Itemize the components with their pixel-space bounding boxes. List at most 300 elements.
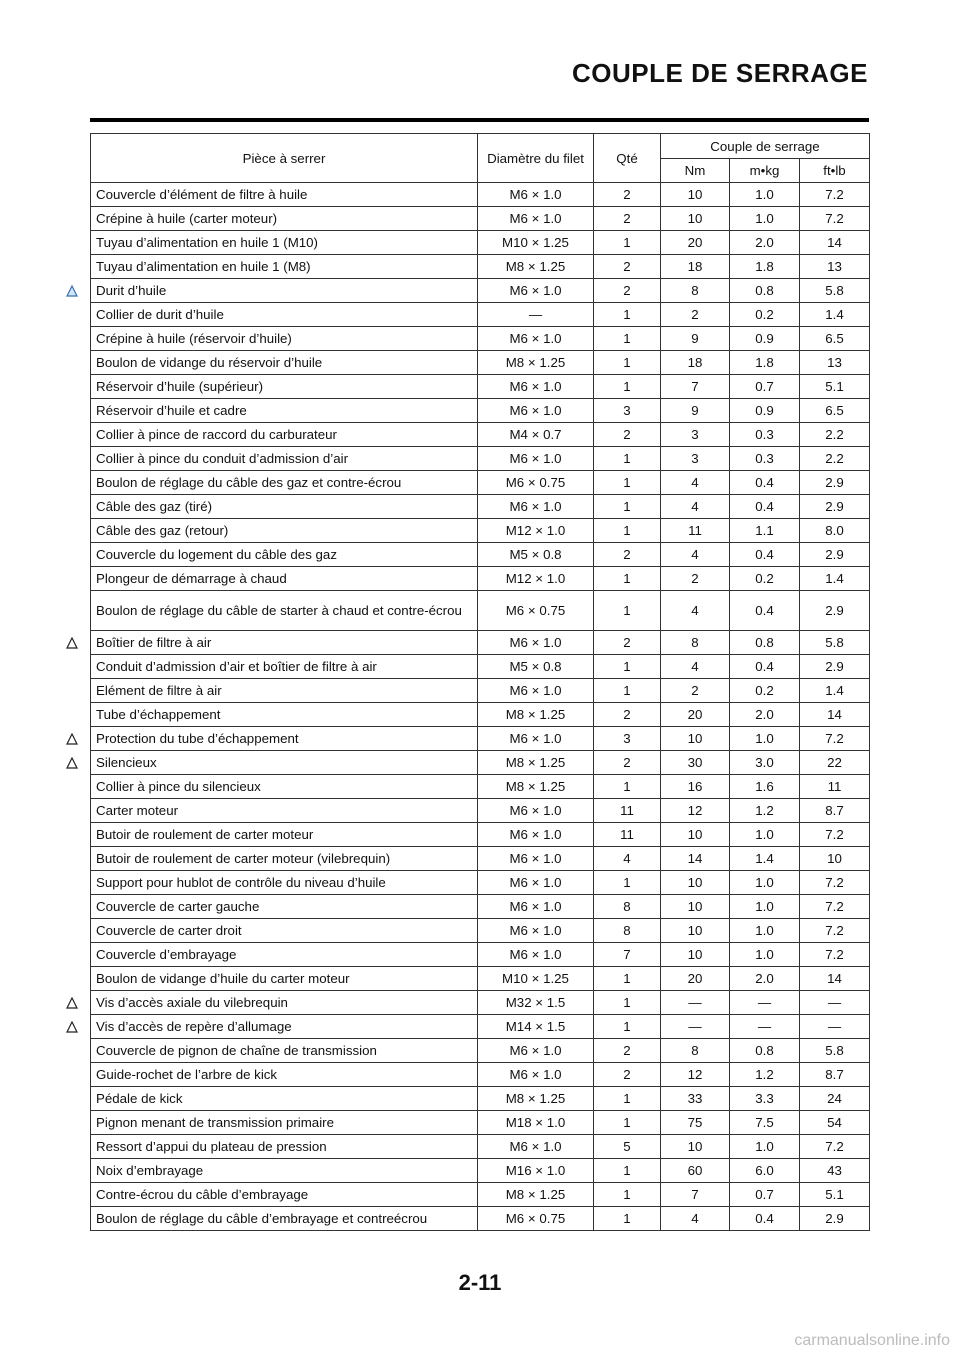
cell-part: Contre-écrou du câble d’embrayage [91,1183,478,1207]
cell-nm: 10 [661,183,730,207]
cell-mkg: 0.4 [730,543,800,567]
table-row [91,231,870,255]
cell-ftlb: 14 [800,231,870,255]
cell-nm: 18 [661,351,730,375]
warning-triangle-icon [66,1021,78,1033]
cell-thread: M8 × 1.25 [478,703,594,727]
cell-nm: 9 [661,399,730,423]
cell-mkg: 0.4 [730,495,800,519]
cell-thread: M6 × 1.0 [478,631,594,655]
cell-ftlb: 5.8 [800,279,870,303]
cell-ftlb: 2.9 [800,543,870,567]
cell-ftlb: 8.0 [800,519,870,543]
cell-ftlb: 2.2 [800,447,870,471]
cell-thread: M6 × 1.0 [478,1135,594,1159]
cell-part: Couvercle de pignon de chaîne de transmission [91,1039,478,1063]
table-row [91,871,870,895]
cell-nm: 3 [661,447,730,471]
cell-qty: 1 [594,679,661,703]
cell-mkg: 0.4 [730,591,800,631]
cell-mkg: 7.5 [730,1111,800,1135]
table-row [91,567,870,591]
cell-mkg: 1.1 [730,519,800,543]
cell-nm: 12 [661,1063,730,1087]
cell-ftlb: 7.2 [800,895,870,919]
table-row [91,799,870,823]
cell-ftlb: 8.7 [800,1063,870,1087]
cell-thread: M6 × 1.0 [478,895,594,919]
cell-qty: 1 [594,1087,661,1111]
table-row [91,471,870,495]
cell-nm: 60 [661,1159,730,1183]
cell-thread: M6 × 0.75 [478,1207,594,1231]
cell-thread: M12 × 1.0 [478,519,594,543]
table-row [91,631,870,655]
cell-mkg: 0.4 [730,1207,800,1231]
cell-mkg: 0.2 [730,303,800,327]
cell-part: Ressort d’appui du plateau de pression [91,1135,478,1159]
cell-qty: 1 [594,303,661,327]
warning-triangle-icon [66,997,78,1009]
cell-mkg: 0.7 [730,1183,800,1207]
cell-part: Tube d’échappement [91,703,478,727]
cell-ftlb: 7.2 [800,871,870,895]
cell-qty: 1 [594,231,661,255]
cell-thread: M32 × 1.5 [478,991,594,1015]
cell-part: Crépine à huile (carter moteur) [91,207,478,231]
cell-qty: 2 [594,183,661,207]
cell-mkg: 3.3 [730,1087,800,1111]
cell-nm: 14 [661,847,730,871]
cell-thread: M10 × 1.25 [478,231,594,255]
cell-mkg: 1.0 [730,823,800,847]
warning-triangle-icon [66,733,78,745]
cell-ftlb: 54 [800,1111,870,1135]
table-row [91,399,870,423]
table-row [91,495,870,519]
cell-mkg: 1.2 [730,799,800,823]
cell-nm: 4 [661,655,730,679]
cell-nm: 3 [661,423,730,447]
cell-ftlb: — [800,991,870,1015]
cell-mkg: 0.8 [730,1039,800,1063]
cell-part: Crépine à huile (réservoir d’huile) [91,327,478,351]
cell-mkg: 1.6 [730,775,800,799]
table-row [91,519,870,543]
cell-thread: M16 × 1.0 [478,1159,594,1183]
cell-nm: 30 [661,751,730,775]
cell-qty: 1 [594,471,661,495]
cell-nm: 4 [661,543,730,567]
cell-mkg: 1.0 [730,895,800,919]
cell-mkg: 3.0 [730,751,800,775]
cell-thread: M10 × 1.25 [478,967,594,991]
cell-part: Collier de durit d’huile [91,303,478,327]
cell-thread: M6 × 1.0 [478,871,594,895]
cell-qty: 1 [594,519,661,543]
cell-thread: M8 × 1.25 [478,351,594,375]
cell-mkg: 0.8 [730,631,800,655]
table-row [91,1039,870,1063]
warning-triangle-icon [66,285,78,297]
cell-nm: 10 [661,1135,730,1159]
cell-nm: 10 [661,727,730,751]
title-rule [90,118,869,122]
cell-part: Réservoir d’huile (supérieur) [91,375,478,399]
cell-thread: M12 × 1.0 [478,567,594,591]
cell-ftlb: 2.9 [800,495,870,519]
table-row [91,1111,870,1135]
header-part: Pièce à serrer [91,134,478,183]
cell-ftlb: 10 [800,847,870,871]
cell-part: Tuyau d’alimentation en huile 1 (M10) [91,231,478,255]
table-row [91,895,870,919]
header-qty: Qté [594,134,661,183]
cell-mkg: — [730,991,800,1015]
cell-qty: 11 [594,823,661,847]
cell-thread: M6 × 0.75 [478,591,594,631]
cell-part: Boulon de réglage du câble d’embrayage et contreécrou [91,1207,478,1231]
cell-qty: 1 [594,967,661,991]
cell-qty: 4 [594,847,661,871]
cell-part: Boulon de vidange d’huile du carter moteur [91,967,478,991]
table-row [91,1087,870,1111]
cell-qty: 1 [594,1207,661,1231]
table-row [91,591,870,631]
cell-qty: 1 [594,375,661,399]
cell-mkg: 0.3 [730,423,800,447]
table-row [91,183,870,207]
page-number: 2-11 [458,1270,502,1295]
cell-mkg: 1.8 [730,255,800,279]
table-row [91,943,870,967]
cell-nm: 20 [661,231,730,255]
cell-ftlb: 5.1 [800,1183,870,1207]
table-row [91,775,870,799]
cell-nm: 9 [661,327,730,351]
cell-ftlb: 7.2 [800,943,870,967]
cell-part: Boulon de réglage du câble des gaz et contre-écrou [91,471,478,495]
cell-mkg: 0.4 [730,655,800,679]
cell-ftlb: 14 [800,703,870,727]
cell-thread: M6 × 1.0 [478,847,594,871]
cell-thread: M5 × 0.8 [478,655,594,679]
cell-qty: 2 [594,703,661,727]
table-row [91,991,870,1015]
table-row [91,351,870,375]
cell-ftlb: 13 [800,255,870,279]
cell-thread: M8 × 1.25 [478,1087,594,1111]
cell-nm: 4 [661,471,730,495]
table-row [91,327,870,351]
cell-ftlb: 14 [800,967,870,991]
cell-mkg: 2.0 [730,231,800,255]
cell-part: Couvercle d’embrayage [91,943,478,967]
cell-thread: M6 × 1.0 [478,1063,594,1087]
cell-part: Conduit d’admission d’air et boîtier de filtre à air [91,655,478,679]
cell-qty: 8 [594,895,661,919]
cell-part: Butoir de roulement de carter moteur (vilebrequin) [91,847,478,871]
cell-nm: 12 [661,799,730,823]
cell-part: Collier à pince du conduit d’admission d’air [91,447,478,471]
table-row [91,1015,870,1039]
cell-mkg: 0.3 [730,447,800,471]
table-row [91,255,870,279]
cell-mkg: 1.8 [730,351,800,375]
header-ftlb: ft•lb [800,159,870,183]
cell-qty: 1 [594,495,661,519]
cell-nm: 10 [661,823,730,847]
cell-qty: 1 [594,327,661,351]
cell-thread: M6 × 1.0 [478,495,594,519]
cell-part: Protection du tube d’échappement [91,727,478,751]
cell-part: Réservoir d’huile et cadre [91,399,478,423]
cell-ftlb: 11 [800,775,870,799]
cell-nm: 8 [661,1039,730,1063]
cell-thread: M6 × 1.0 [478,375,594,399]
table-row [91,447,870,471]
warning-triangle-icon [66,637,78,649]
cell-ftlb: 7.2 [800,1135,870,1159]
cell-thread: M6 × 1.0 [478,207,594,231]
cell-part: Couvercle d’élément de filtre à huile [91,183,478,207]
cell-mkg: 1.2 [730,1063,800,1087]
cell-thread: M8 × 1.25 [478,1183,594,1207]
cell-part: Durit d’huile [91,279,478,303]
cell-part: Guide-rochet de l’arbre de kick [91,1063,478,1087]
cell-nm: 11 [661,519,730,543]
cell-part: Boulon de vidange du réservoir d’huile [91,351,478,375]
table-row [91,207,870,231]
cell-ftlb: 5.8 [800,1039,870,1063]
table-row [91,751,870,775]
cell-mkg: 1.0 [730,943,800,967]
cell-part: Butoir de roulement de carter moteur [91,823,478,847]
cell-qty: 1 [594,775,661,799]
cell-ftlb: 2.9 [800,591,870,631]
cell-thread: M6 × 1.0 [478,327,594,351]
cell-nm: — [661,991,730,1015]
cell-thread: M4 × 0.7 [478,423,594,447]
cell-part: Pignon menant de transmission primaire [91,1111,478,1135]
cell-thread: M6 × 0.75 [478,471,594,495]
cell-thread: M6 × 1.0 [478,1039,594,1063]
table-row [91,279,870,303]
table-row [91,967,870,991]
cell-qty: 1 [594,871,661,895]
page-title: COUPLE DE SERRAGE [572,58,868,88]
cell-part: Vis d’accès de repère d’allumage [91,1015,478,1039]
cell-part: Boulon de réglage du câble de starter à chaud et contre-écrou [91,591,478,631]
cell-qty: 1 [594,447,661,471]
cell-qty: 1 [594,655,661,679]
cell-mkg: 1.0 [730,1135,800,1159]
cell-part: Pédale de kick [91,1087,478,1111]
cell-qty: 2 [594,1063,661,1087]
cell-mkg: 0.8 [730,279,800,303]
header-thread: Diamètre du filet [478,134,594,183]
cell-qty: 1 [594,1015,661,1039]
cell-mkg: 2.0 [730,703,800,727]
watermark: carmanualsonline.info [794,1332,950,1349]
cell-part: Elément de filtre à air [91,679,478,703]
cell-nm: 8 [661,279,730,303]
cell-part: Collier à pince du silencieux [91,775,478,799]
cell-ftlb: 6.5 [800,399,870,423]
cell-nm: 20 [661,703,730,727]
cell-ftlb: 6.5 [800,327,870,351]
cell-nm: 4 [661,1207,730,1231]
cell-qty: 2 [594,423,661,447]
cell-thread: M6 × 1.0 [478,679,594,703]
table-row [91,423,870,447]
cell-qty: 1 [594,567,661,591]
cell-nm: 10 [661,871,730,895]
cell-thread: M14 × 1.5 [478,1015,594,1039]
cell-nm: 2 [661,303,730,327]
cell-mkg: 0.4 [730,471,800,495]
cell-ftlb: 7.2 [800,823,870,847]
cell-qty: 2 [594,543,661,567]
cell-thread: M8 × 1.25 [478,255,594,279]
cell-thread: M5 × 0.8 [478,543,594,567]
table-row [91,375,870,399]
cell-ftlb: 24 [800,1087,870,1111]
cell-qty: 7 [594,943,661,967]
cell-nm: — [661,1015,730,1039]
cell-mkg: 0.2 [730,679,800,703]
warning-triangle-icon [66,757,78,769]
cell-qty: 3 [594,727,661,751]
cell-nm: 10 [661,895,730,919]
cell-mkg: 0.9 [730,327,800,351]
cell-ftlb: 1.4 [800,567,870,591]
cell-qty: 2 [594,207,661,231]
cell-part: Vis d’accès axiale du vilebrequin [91,991,478,1015]
cell-mkg: 1.0 [730,183,800,207]
cell-nm: 8 [661,631,730,655]
cell-part: Couvercle du logement du câble des gaz [91,543,478,567]
header-mkg: m•kg [730,159,800,183]
table-row [91,823,870,847]
cell-ftlb: 43 [800,1159,870,1183]
cell-ftlb: 2.9 [800,1207,870,1231]
cell-ftlb: 2.9 [800,655,870,679]
cell-mkg: 1.0 [730,727,800,751]
cell-nm: 18 [661,255,730,279]
cell-qty: 1 [594,1159,661,1183]
cell-qty: 2 [594,631,661,655]
cell-qty: 11 [594,799,661,823]
cell-ftlb: 7.2 [800,727,870,751]
cell-thread: M6 × 1.0 [478,447,594,471]
cell-ftlb: 7.2 [800,207,870,231]
cell-qty: 1 [594,1111,661,1135]
cell-part: Noix d’embrayage [91,1159,478,1183]
cell-ftlb: — [800,1015,870,1039]
cell-part: Boîtier de filtre à air [91,631,478,655]
cell-nm: 20 [661,967,730,991]
cell-qty: 8 [594,919,661,943]
cell-part: Couvercle de carter gauche [91,895,478,919]
cell-thread: M6 × 1.0 [478,279,594,303]
cell-nm: 4 [661,495,730,519]
cell-nm: 33 [661,1087,730,1111]
cell-qty: 3 [594,399,661,423]
table-row [91,1207,870,1231]
cell-part: Câble des gaz (retour) [91,519,478,543]
cell-ftlb: 5.1 [800,375,870,399]
torque-table [90,133,870,1231]
cell-nm: 2 [661,567,730,591]
table-row [91,919,870,943]
cell-thread: M6 × 1.0 [478,727,594,751]
cell-thread: — [478,303,594,327]
cell-mkg: 0.9 [730,399,800,423]
cell-ftlb: 22 [800,751,870,775]
header-nm: Nm [661,159,730,183]
cell-thread: M8 × 1.25 [478,751,594,775]
table-row [91,655,870,679]
cell-mkg: 1.0 [730,919,800,943]
cell-qty: 1 [594,1183,661,1207]
cell-thread: M6 × 1.0 [478,799,594,823]
cell-mkg: 2.0 [730,967,800,991]
cell-nm: 4 [661,591,730,631]
cell-part: Couvercle de carter droit [91,919,478,943]
cell-qty: 1 [594,351,661,375]
table-row [91,543,870,567]
cell-nm: 7 [661,375,730,399]
cell-mkg: 0.7 [730,375,800,399]
cell-part: Câble des gaz (tiré) [91,495,478,519]
cell-thread: M6 × 1.0 [478,823,594,847]
cell-ftlb: 1.4 [800,679,870,703]
table-row [91,1183,870,1207]
cell-thread: M18 × 1.0 [478,1111,594,1135]
table-row [91,679,870,703]
cell-ftlb: 7.2 [800,183,870,207]
cell-qty: 2 [594,255,661,279]
cell-thread: M6 × 1.0 [478,399,594,423]
cell-qty: 1 [594,991,661,1015]
cell-ftlb: 1.4 [800,303,870,327]
header-torque: Couple de serrage [661,134,870,159]
cell-nm: 2 [661,679,730,703]
table-row [91,727,870,751]
table-row [91,703,870,727]
cell-part: Carter moteur [91,799,478,823]
cell-nm: 10 [661,919,730,943]
table-row [91,1135,870,1159]
cell-qty: 2 [594,279,661,303]
cell-qty: 2 [594,1039,661,1063]
cell-part: Silencieux [91,751,478,775]
table-row [91,1159,870,1183]
cell-nm: 7 [661,1183,730,1207]
cell-ftlb: 13 [800,351,870,375]
cell-mkg: 1.0 [730,207,800,231]
cell-ftlb: 8.7 [800,799,870,823]
cell-thread: M6 × 1.0 [478,919,594,943]
cell-nm: 16 [661,775,730,799]
cell-ftlb: 7.2 [800,919,870,943]
cell-nm: 10 [661,943,730,967]
cell-mkg: 6.0 [730,1159,800,1183]
cell-thread: M6 × 1.0 [478,183,594,207]
cell-nm: 75 [661,1111,730,1135]
cell-mkg: 0.2 [730,567,800,591]
